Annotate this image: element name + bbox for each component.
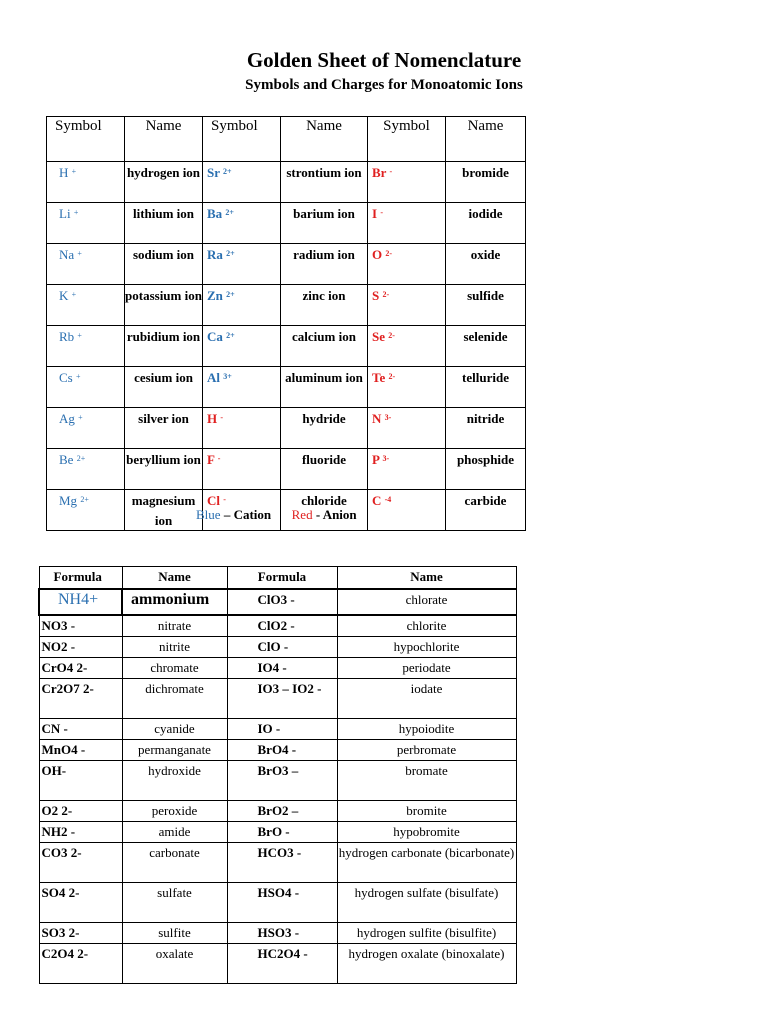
ion-symbol: Ra [207,247,223,262]
name-cell: hydroxide [122,761,227,801]
ion-symbol-cell [47,244,125,285]
ion-symbol: Rb [59,329,75,344]
ion-symbol: F [207,452,215,467]
ion-charge: + [78,413,83,422]
table-row [39,944,516,984]
formula-cell: CO3 2- [39,843,122,883]
ion-charge: 2- [385,249,393,258]
ion-name-cell [446,326,526,367]
ion-name: hydrogen ion [126,165,201,180]
ion-name-cell [281,285,368,326]
col-header: Formula [39,567,122,590]
formula-cell: SO4 2- [39,883,122,923]
ion-name: phosphide [456,452,515,467]
ion-name-cell [281,449,368,490]
col-header: Name [337,567,516,590]
ion-symbol-cell [203,326,281,367]
name-cell: chlorite [337,615,516,637]
ion-charge: 2- [388,331,395,340]
ion-symbol-cell [47,162,125,203]
formula-cell: O2 2- [39,801,122,822]
formula-cell: CrO4 2- [39,658,122,679]
table-row [39,637,516,658]
ion-symbol-cell [203,203,281,244]
ion-name-cell [446,203,526,244]
ion-symbol-cell [203,367,281,408]
legend-cation-word: Blue [196,507,221,522]
ion-name: aluminum ion [285,370,363,385]
ion-name: sulfide [467,288,504,303]
formula-cell: IO3 – IO2 - [227,679,337,719]
ion-name-cell [446,490,526,531]
ion-name: rubidium ion [126,329,201,344]
table-row [39,883,516,923]
ion-name: beryllium ion [126,452,201,467]
ion-name-cell [125,244,203,285]
ion-name: bromide [462,165,509,180]
ion-charge: + [77,249,82,258]
ion-symbol: Ba [207,206,223,221]
ion-name: oxide [470,247,501,262]
col-header: Name [281,117,368,162]
page-title: Golden Sheet of Nomenclature [246,48,522,72]
ion-charge: 2+ [80,495,89,504]
ion-symbol: Cl [207,493,220,508]
table-row [39,822,516,843]
ion-symbol-cell [368,203,446,244]
ion-name: silver ion [138,411,189,426]
table-row [39,801,516,822]
monoatomic-ions-table [46,116,526,531]
ion-symbol-cell [368,367,446,408]
name-cell: cyanide [122,719,227,740]
ion-charge: 3- [384,413,392,422]
ion-name: magnesium ion [131,493,196,528]
ion-name: hydride [302,411,346,426]
table-row [47,449,526,490]
ion-name-cell [446,244,526,285]
table-row [47,326,526,367]
ion-symbol: Ag [59,411,75,426]
ion-symbol-cell [203,449,281,490]
formula-cell: BrO2 – [227,801,337,822]
ion-symbol: Se [372,329,385,344]
name-cell: dichromate [122,679,227,719]
ion-symbol: P [372,452,380,467]
ion-symbol: Zn [207,288,223,303]
table-row [47,244,526,285]
ion-symbol-cell [47,408,125,449]
ion-charge: -4 [384,495,392,504]
formula-cell: CN - [39,719,122,740]
ion-name: cesium ion [134,370,193,385]
name-cell: hydrogen carbonate (bicarbonate) [337,843,516,883]
ion-symbol: Na [59,247,75,262]
ion-symbol: H [59,165,69,180]
formula-cell: NH4+ [39,589,122,615]
ion-symbol-cell [368,490,446,531]
formula-cell: BrO3 – [227,761,337,801]
ion-symbol: O [372,247,383,262]
formula-cell: HSO3 - [227,923,337,944]
ion-name: potassium ion [125,288,202,303]
name-cell: hypobromite [337,822,516,843]
name-cell: hydrogen oxalate (binoxalate) [337,944,516,984]
ion-symbol: Sr [207,165,220,180]
table-row [39,923,516,944]
name-cell: amide [122,822,227,843]
ion-symbol-cell [47,285,125,326]
ion-symbol: Mg [59,493,78,508]
ion-charge: + [77,331,82,340]
ion-charge: - [389,167,393,176]
ion-charge: 2+ [226,331,235,340]
legend-anion-text: - Anion [315,507,357,522]
formula-cell: SO3 2- [39,923,122,944]
name-cell: oxalate [122,944,227,984]
ion-symbol-cell [47,367,125,408]
name-cell: chromate [122,658,227,679]
name-cell: periodate [337,658,516,679]
table-row [47,162,526,203]
ion-symbol: C [372,493,382,508]
ion-symbol-cell [47,203,125,244]
legend [196,507,357,523]
formula-cell: IO4 - [227,658,337,679]
name-cell: sulfite [122,923,227,944]
table-row [39,658,516,679]
ion-symbol-cell [47,449,125,490]
ion-name: iodide [468,206,503,221]
ion-symbol-cell [368,408,446,449]
formula-cell: C2O4 2- [39,944,122,984]
table-row [47,367,526,408]
ion-name-cell [125,162,203,203]
ion-symbol: K [59,288,69,303]
col-header: Name [122,567,227,590]
name-cell: sulfate [122,883,227,923]
table-row [39,615,516,637]
ion-name-cell [446,285,526,326]
ion-name: strontium ion [286,165,362,180]
table-row [39,719,516,740]
table-row [47,285,526,326]
formula-cell: OH- [39,761,122,801]
ion-name-cell [125,449,203,490]
table-row [39,679,516,719]
name-cell: peroxide [122,801,227,822]
ion-name-cell [281,244,368,285]
formula-cell: Cr2O7 2- [39,679,122,719]
ion-name-cell [281,367,368,408]
ion-charge: 2+ [226,290,235,299]
name-cell: carbonate [122,843,227,883]
ion-charge: 2- [388,372,396,381]
formula-cell: NH2 - [39,822,122,843]
ion-name-cell [125,203,203,244]
formula-cell: HC2O4 - [227,944,337,984]
ion-name-cell [125,490,203,531]
ion-symbol-cell [47,490,125,531]
ion-name-cell [125,367,203,408]
ion-name: nitride [466,411,505,426]
formula-cell: BrO4 - [227,740,337,761]
ion-name: chloride [301,493,347,508]
ion-name: calcium ion [292,329,356,344]
ion-charge: - [223,495,226,504]
legend-anion-word: Red [291,507,313,522]
name-cell: hypochlorite [337,637,516,658]
ion-name: barium ion [293,206,355,221]
name-cell: bromate [337,761,516,801]
name-cell: hydrogen sulfite (bisulfite) [337,923,516,944]
ion-charge: + [71,290,77,299]
ion-symbol-cell [368,285,446,326]
name-cell: iodate [337,679,516,719]
ion-name: telluride [462,370,509,385]
ion-symbol-cell [203,285,281,326]
name-cell: nitrate [122,615,227,637]
col-header: Name [125,117,203,162]
ion-symbol-cell [47,326,125,367]
ion-name-cell [125,326,203,367]
ion-symbol: N [372,411,382,426]
formula-cell: NO3 - [39,615,122,637]
ion-name-cell [281,162,368,203]
ion-symbol: I [372,206,378,221]
ion-symbol: Be [59,452,74,467]
ion-name: carbide [464,493,507,508]
ion-name-cell [281,408,368,449]
ion-symbol: Al [207,370,220,385]
ion-symbol: Br [372,165,387,180]
ion-symbol: Cs [59,370,73,385]
ion-name: selenide [463,329,508,344]
formula-cell: HCO3 - [227,843,337,883]
formula-cell: HSO4 - [227,883,337,923]
ion-name-cell [446,162,526,203]
ion-charge: 3- [382,454,390,463]
name-cell: bromite [337,801,516,822]
ion-charge: + [73,208,79,217]
formula-cell: MnO4 - [39,740,122,761]
table-row [39,761,516,801]
col-header: Symbol [47,117,125,162]
ion-name-cell [281,203,368,244]
ion-charge: + [75,372,81,381]
formula-cell: ClO3 - [227,589,337,615]
col-header: Symbol [203,117,281,162]
ion-symbol: H [207,411,218,426]
col-header: Name [446,117,526,162]
ion-charge: 2+ [76,454,86,463]
ion-charge: - [217,454,221,463]
name-cell: hydrogen sulfate (bisulfate) [337,883,516,923]
ion-charge: 2+ [226,249,235,258]
ions-header-row [47,117,526,162]
table-row [47,408,526,449]
page-subtitle: Symbols and Charges for Monoatomic Ions [245,77,523,93]
legend-cation-text: – Cation [223,507,272,522]
ion-name-cell [446,408,526,449]
ion-name: sodium ion [132,247,195,262]
table-row [39,740,516,761]
col-header: Symbol [368,117,446,162]
ion-name-cell [446,449,526,490]
polyatomic-ions-table [38,566,517,984]
ion-name: lithium ion [132,206,195,221]
ion-charge: 2- [382,290,390,299]
ion-name: fluoride [301,452,347,467]
name-cell: hypoiodite [337,719,516,740]
ion-name-cell [125,408,203,449]
name-cell: chlorate [337,589,516,615]
table-row [39,843,516,883]
ion-symbol: Te [372,370,386,385]
ion-symbol-cell [368,162,446,203]
ion-name-cell [281,326,368,367]
formula-cell: NO2 - [39,637,122,658]
table-row [47,203,526,244]
ion-charge: + [71,167,77,176]
ion-symbol: Li [59,206,71,221]
name-cell: permanganate [122,740,227,761]
ion-symbol-cell [368,244,446,285]
poly-header-row [39,567,516,590]
ion-charge: 3+ [223,372,232,381]
ion-symbol-cell [368,326,446,367]
col-header: Formula [227,567,337,590]
ion-symbol-cell [203,244,281,285]
ion-charge: - [380,208,383,217]
formula-cell: ClO - [227,637,337,658]
formula-cell: BrO - [227,822,337,843]
formula-cell: IO - [227,719,337,740]
ion-name-cell [446,367,526,408]
ion-name: zinc ion [302,288,346,303]
ion-charge: 2+ [223,167,232,176]
name-cell: perbromate [337,740,516,761]
table-row [39,589,516,615]
ion-name-cell [125,285,203,326]
formula-cell: ClO2 - [227,615,337,637]
ion-symbol: Ca [207,329,223,344]
name-cell: ammonium [122,589,227,615]
name-cell: nitrite [122,637,227,658]
ion-symbol: S [372,288,380,303]
ion-charge: - [220,413,224,422]
ion-symbol-cell [203,162,281,203]
ion-name: radium ion [293,247,355,262]
ion-symbol-cell [368,449,446,490]
ion-symbol-cell [203,408,281,449]
ion-charge: 2+ [225,208,234,217]
